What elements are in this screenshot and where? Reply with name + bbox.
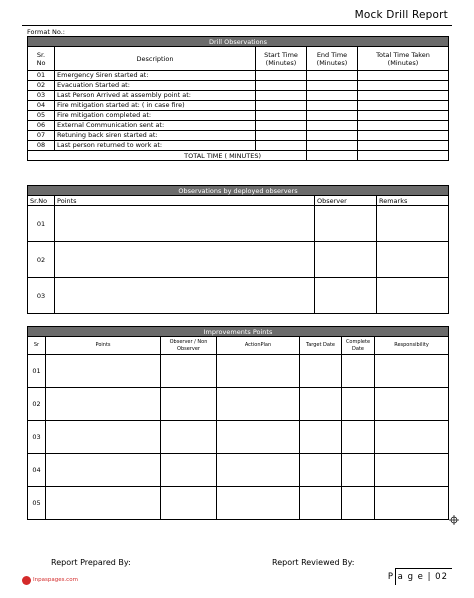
logo-mark-icon bbox=[22, 576, 31, 585]
row-description: Fire mitigation completed at: bbox=[55, 111, 256, 121]
total-time-cell[interactable] bbox=[358, 111, 449, 121]
remarks-cell[interactable] bbox=[377, 242, 449, 278]
logo-text: Inpaspages.com bbox=[33, 577, 78, 583]
row-description: Last person returned to work at: bbox=[55, 141, 256, 151]
col-responsibility: Responsibility bbox=[375, 337, 449, 355]
row-number: 03 bbox=[28, 91, 55, 101]
total-end-cell[interactable] bbox=[307, 151, 358, 161]
col-observer: Observer / Non Observer bbox=[161, 337, 217, 355]
col-remarks: Remarks bbox=[377, 196, 449, 206]
observer-cell[interactable] bbox=[315, 242, 377, 278]
observer-cell[interactable] bbox=[315, 206, 377, 242]
format-no-label: Format No.: bbox=[27, 28, 65, 36]
col-observer: Observer bbox=[315, 196, 377, 206]
row-number: 01 bbox=[28, 71, 55, 81]
observer-cell[interactable] bbox=[161, 487, 217, 520]
points-cell[interactable] bbox=[46, 388, 161, 421]
col-end-time: End Time (Minutes) bbox=[307, 47, 358, 71]
start-time-cell[interactable] bbox=[256, 101, 307, 111]
remarks-cell[interactable] bbox=[377, 278, 449, 314]
end-time-cell[interactable] bbox=[307, 111, 358, 121]
complete-date-cell[interactable] bbox=[342, 388, 375, 421]
points-cell[interactable] bbox=[55, 278, 315, 314]
target-date-cell[interactable] bbox=[300, 355, 342, 388]
points-cell[interactable] bbox=[46, 421, 161, 454]
col-total-time: Total Time Taken (Minutes) bbox=[358, 47, 449, 71]
col-start-time: Start Time (Minutes) bbox=[256, 47, 307, 71]
improvements-banner: Improvements Points bbox=[28, 327, 449, 337]
start-time-cell[interactable] bbox=[256, 121, 307, 131]
row-number: 03 bbox=[28, 278, 55, 314]
observer-cell[interactable] bbox=[161, 421, 217, 454]
responsibility-cell[interactable] bbox=[375, 421, 449, 454]
points-cell[interactable] bbox=[46, 355, 161, 388]
col-sr-no: Sr. No bbox=[28, 47, 55, 71]
row-number: 05 bbox=[28, 111, 55, 121]
row-number: 08 bbox=[28, 141, 55, 151]
end-time-cell[interactable] bbox=[307, 131, 358, 141]
responsibility-cell[interactable] bbox=[375, 487, 449, 520]
row-description: Retuning back siren started at: bbox=[55, 131, 256, 141]
start-time-cell[interactable] bbox=[256, 141, 307, 151]
drill-observations-table bbox=[27, 36, 449, 161]
observer-cell[interactable] bbox=[161, 388, 217, 421]
row-number: 06 bbox=[28, 121, 55, 131]
report-prepared-by-label: Report Prepared By: bbox=[51, 558, 131, 567]
observers-banner: Observations by deployed observers bbox=[28, 186, 449, 196]
observer-cell[interactable] bbox=[315, 278, 377, 314]
drill-observations-banner: Drill Observations bbox=[28, 37, 449, 47]
row-description: Fire mitigation started at: ( in case fire) bbox=[55, 101, 256, 111]
responsibility-cell[interactable] bbox=[375, 355, 449, 388]
crosshair-icon bbox=[449, 515, 459, 525]
end-time-cell[interactable] bbox=[307, 101, 358, 111]
header-divider bbox=[22, 25, 452, 26]
total-time-cell[interactable] bbox=[358, 141, 449, 151]
col-action-plan: ActionPlan bbox=[217, 337, 300, 355]
points-cell[interactable] bbox=[46, 454, 161, 487]
report-title: Mock Drill Report bbox=[354, 9, 448, 21]
responsibility-cell[interactable] bbox=[375, 454, 449, 487]
complete-date-cell[interactable] bbox=[342, 454, 375, 487]
total-time-cell[interactable] bbox=[358, 81, 449, 91]
total-time-cell[interactable] bbox=[358, 101, 449, 111]
row-number: 02 bbox=[28, 81, 55, 91]
col-points: Points bbox=[46, 337, 161, 355]
total-time-value-cell[interactable] bbox=[358, 151, 449, 161]
total-time-cell[interactable] bbox=[358, 71, 449, 81]
report-reviewed-by-label: Report Reviewed By: bbox=[272, 558, 355, 567]
observers-table bbox=[27, 185, 449, 314]
end-time-cell[interactable] bbox=[307, 121, 358, 131]
row-number: 01 bbox=[28, 355, 46, 388]
improvements-table bbox=[27, 326, 449, 520]
observer-cell[interactable] bbox=[161, 355, 217, 388]
row-number: 07 bbox=[28, 131, 55, 141]
row-number: 01 bbox=[28, 206, 55, 242]
total-time-cell[interactable] bbox=[358, 131, 449, 141]
row-number: 02 bbox=[28, 242, 55, 278]
row-number: 03 bbox=[28, 421, 46, 454]
total-time-cell[interactable] bbox=[358, 91, 449, 101]
target-date-cell[interactable] bbox=[300, 487, 342, 520]
end-time-cell[interactable] bbox=[307, 71, 358, 81]
col-complete-date: Complete Date bbox=[342, 337, 375, 355]
col-points: Points bbox=[55, 196, 315, 206]
action-plan-cell[interactable] bbox=[217, 454, 300, 487]
row-description: External Communication sent at: bbox=[55, 121, 256, 131]
responsibility-cell[interactable] bbox=[375, 388, 449, 421]
points-cell[interactable] bbox=[55, 206, 315, 242]
target-date-cell[interactable] bbox=[300, 388, 342, 421]
start-time-cell[interactable] bbox=[256, 91, 307, 101]
page-number: P a g e | 02 bbox=[387, 572, 448, 582]
row-description: Emergency Siren started at: bbox=[55, 71, 256, 81]
end-time-cell[interactable] bbox=[307, 91, 358, 101]
row-number: 04 bbox=[28, 101, 55, 111]
end-time-cell[interactable] bbox=[307, 81, 358, 91]
col-sr-no: Sr.No bbox=[28, 196, 55, 206]
total-time-cell[interactable] bbox=[358, 121, 449, 131]
logo bbox=[22, 575, 102, 589]
start-time-cell[interactable] bbox=[256, 81, 307, 91]
total-time-label: TOTAL TIME ( MINUTES) bbox=[28, 151, 307, 161]
complete-date-cell[interactable] bbox=[342, 487, 375, 520]
start-time-cell[interactable] bbox=[256, 111, 307, 121]
col-sr: Sr bbox=[28, 337, 46, 355]
points-cell[interactable] bbox=[46, 487, 161, 520]
action-plan-cell[interactable] bbox=[217, 355, 300, 388]
end-time-cell[interactable] bbox=[307, 141, 358, 151]
row-number: 02 bbox=[28, 388, 46, 421]
col-description: Description bbox=[55, 47, 256, 71]
action-plan-cell[interactable] bbox=[217, 421, 300, 454]
complete-date-cell[interactable] bbox=[342, 421, 375, 454]
row-number: 04 bbox=[28, 454, 46, 487]
target-date-cell[interactable] bbox=[300, 454, 342, 487]
start-time-cell[interactable] bbox=[256, 131, 307, 141]
row-number: 05 bbox=[28, 487, 46, 520]
remarks-cell[interactable] bbox=[377, 206, 449, 242]
target-date-cell[interactable] bbox=[300, 421, 342, 454]
action-plan-cell[interactable] bbox=[217, 388, 300, 421]
row-description: Evacuation Started at: bbox=[55, 81, 256, 91]
complete-date-cell[interactable] bbox=[342, 355, 375, 388]
start-time-cell[interactable] bbox=[256, 71, 307, 81]
points-cell[interactable] bbox=[55, 242, 315, 278]
col-target-date: Target Date bbox=[300, 337, 342, 355]
observer-cell[interactable] bbox=[161, 454, 217, 487]
action-plan-cell[interactable] bbox=[217, 487, 300, 520]
row-description: Last Person Arrived at assembly point at: bbox=[55, 91, 256, 101]
